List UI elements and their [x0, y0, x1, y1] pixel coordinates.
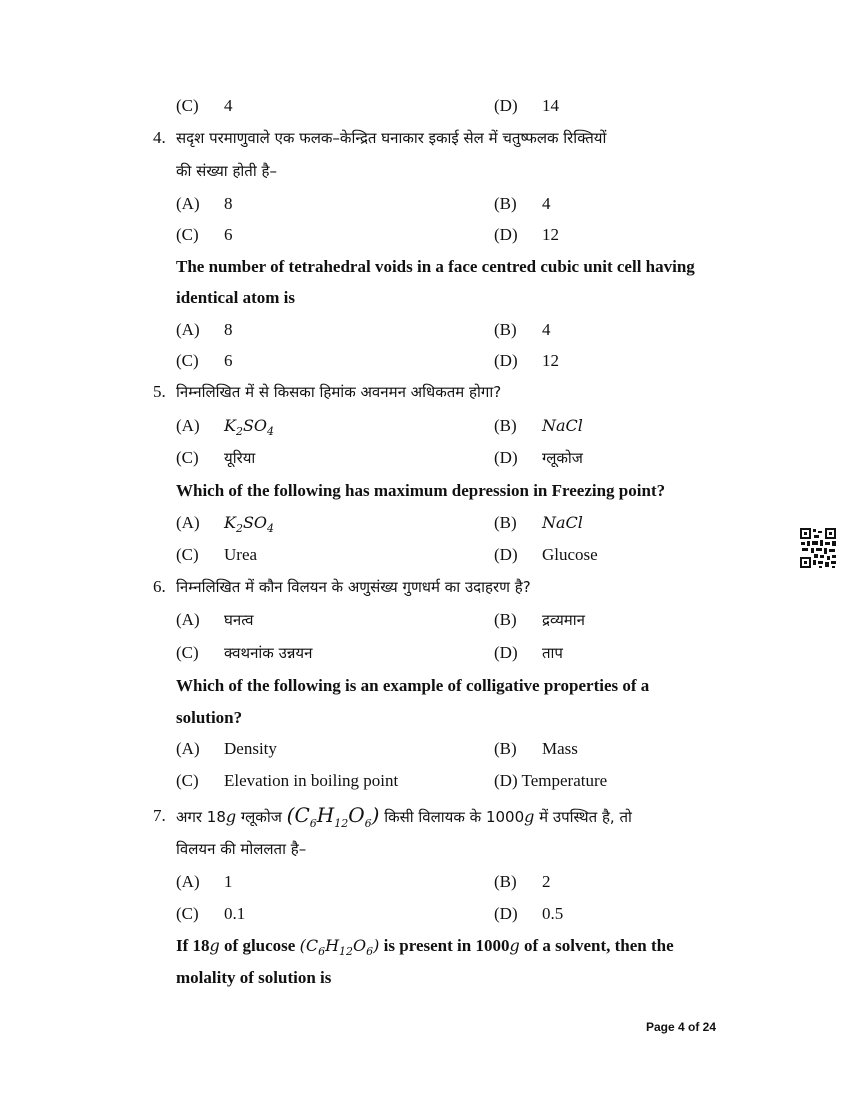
q5-hi-option-b-label: (B)	[494, 416, 517, 435]
q6-hi-option-c-value: क्वथनांक उन्नयन	[224, 644, 313, 662]
q6-en-option-b-value: Mass	[542, 739, 578, 758]
q4-hindi-line2: की संख्या होती है–	[176, 162, 277, 180]
q5-en-option-c-label: (C)	[176, 545, 199, 564]
q5-hi-option-b-value: NaCl	[542, 416, 583, 435]
question-4-number: 4.	[153, 128, 166, 147]
q4-hi-option-c-label: (C)	[176, 225, 199, 244]
q6-en-option-d-text: (D) Temperature	[494, 771, 608, 790]
question-5-number: 5.	[153, 382, 166, 401]
q6-hindi-text: निम्नलिखित में कौन विलयन के अणुसंख्य गुणधर्म का उदाहरण है?	[176, 578, 531, 596]
q5-hi-option-d-value: ग्लूकोज	[542, 449, 583, 467]
q7-option-b-value: 2	[542, 872, 551, 891]
q6-hi-option-a-value: घनत्व	[224, 611, 254, 629]
q4-en-option-b-value: 4	[542, 320, 551, 339]
q7-english-line2: molality of solution is	[176, 968, 332, 987]
q5-english-text: Which of the following has maximum depression in Freezing point?	[176, 481, 666, 500]
q7-option-a-value: 1	[224, 872, 233, 891]
q4-hi-option-a-label: (A)	[176, 194, 200, 213]
q4-en-option-a-label: (A)	[176, 320, 200, 339]
q6-en-option-a-value: Density	[224, 739, 277, 758]
q6-hi-option-c-label: (C)	[176, 643, 199, 662]
q7-option-c-value: 0.1	[224, 904, 246, 923]
q7-hi-formula: $(C_6H_{12}O_6)$	[286, 803, 380, 830]
q5-en-option-a-label: (A)	[176, 513, 200, 532]
q4-hi-option-d-label: (D)	[494, 225, 518, 244]
q4-english-line2: identical atom is	[176, 288, 295, 307]
q5-hi-option-a-formula: $K_2SO_4$	[224, 416, 275, 439]
q6-en-option-c-value: Elevation in boiling point	[224, 771, 399, 790]
q7-hi-post: किसी विलायक के 1000	[379, 808, 525, 826]
q4-hindi-line1: सदृश परमाणुवाले एक फलक–केन्द्रित घनाकार इकाई सेल में चतुष्फलक रिक्तियों	[176, 129, 607, 147]
q4-hi-option-a-value: 8	[224, 194, 233, 213]
q4-en-option-a-value: 8	[224, 320, 233, 339]
q7-hi-end: में उपस्थित है, तो	[534, 808, 632, 826]
page-number: Page 4 of 24	[646, 1020, 717, 1034]
q6-en-option-c-label: (C)	[176, 771, 199, 790]
q7-en-formula: $(C_6H_{12}O_6)$	[299, 936, 380, 959]
option-d-value: 14	[542, 96, 559, 115]
q6-hi-option-b-value: द्रव्यमान	[542, 611, 585, 629]
q6-hi-option-d-value: ताप	[542, 644, 563, 662]
option-c-value: 4	[224, 96, 233, 115]
q6-hi-option-b-label: (B)	[494, 610, 517, 629]
q6-english-line1: Which of the following is an example of colligative properties of a	[176, 676, 650, 695]
question-7-number: 7.	[153, 806, 166, 825]
q5-hi-option-c-value: यूरिया	[224, 449, 256, 467]
q7-option-c-label: (C)	[176, 904, 199, 923]
q4-en-option-c-label: (C)	[176, 351, 199, 370]
q7-hindi-line2: विलयन की मोललता है–	[176, 840, 307, 858]
q4-en-option-d-label: (D)	[494, 351, 518, 370]
q4-en-option-b-label: (B)	[494, 320, 517, 339]
q4-hi-option-b-value: 4	[542, 194, 551, 213]
q4-hi-option-c-value: 6	[224, 225, 233, 244]
q5-hi-option-d-label: (D)	[494, 448, 518, 467]
q5-en-option-d-value: Glucose	[542, 545, 598, 564]
question-6-number: 6.	[153, 577, 166, 596]
q7-option-d-label: (D)	[494, 904, 518, 923]
q5-en-option-a-formula: $K_2SO_4$	[224, 513, 275, 536]
q4-hi-option-b-label: (B)	[494, 194, 517, 213]
q7-hi-gram-unit-1: g	[225, 807, 237, 826]
q6-en-option-a-label: (A)	[176, 739, 200, 758]
q7-hi-mid: ग्लूकोज	[236, 808, 287, 826]
q7-option-a-label: (A)	[176, 872, 200, 891]
q7-hi-pre: अगर 18	[176, 808, 226, 826]
q4-en-option-c-value: 6	[224, 351, 233, 370]
q7-option-b-label: (B)	[494, 872, 517, 891]
q5-en-option-b-label: (B)	[494, 513, 517, 532]
q5-en-option-d-label: (D)	[494, 545, 518, 564]
q7-option-d-value: 0.5	[542, 904, 564, 923]
q7-hindi-line1	[176, 802, 632, 837]
q4-hi-option-d-value: 12	[542, 225, 559, 244]
q5-hi-option-c-label: (C)	[176, 448, 199, 467]
q5-hi-option-a-label: (A)	[176, 416, 200, 435]
q4-english-line1: The number of tetrahedral voids in a face centred cubic unit cell having	[176, 257, 695, 276]
qr-code-icon	[799, 527, 837, 569]
q6-hi-option-a-label: (A)	[176, 610, 200, 629]
q7-english-line1: If 18g of glucose $(C_6H_{12}O_6)$ is present in 1000g of a solvent, then the	[176, 936, 674, 959]
q5-en-option-b-value: NaCl	[542, 513, 583, 532]
q5-en-option-c-value: Urea	[224, 545, 258, 564]
q7-hi-gram-unit-2: g	[524, 807, 535, 826]
q6-en-option-b-label: (B)	[494, 739, 517, 758]
option-c-label: (C)	[176, 96, 199, 115]
q6-hi-option-d-label: (D)	[494, 643, 518, 662]
q5-hindi-text: निम्नलिखित में से किसका हिमांक अवनमन अधिकतम होगा?	[176, 383, 502, 401]
q4-en-option-d-value: 12	[542, 351, 559, 370]
q6-english-line2: solution?	[176, 708, 243, 727]
option-d-label: (D)	[494, 96, 518, 115]
